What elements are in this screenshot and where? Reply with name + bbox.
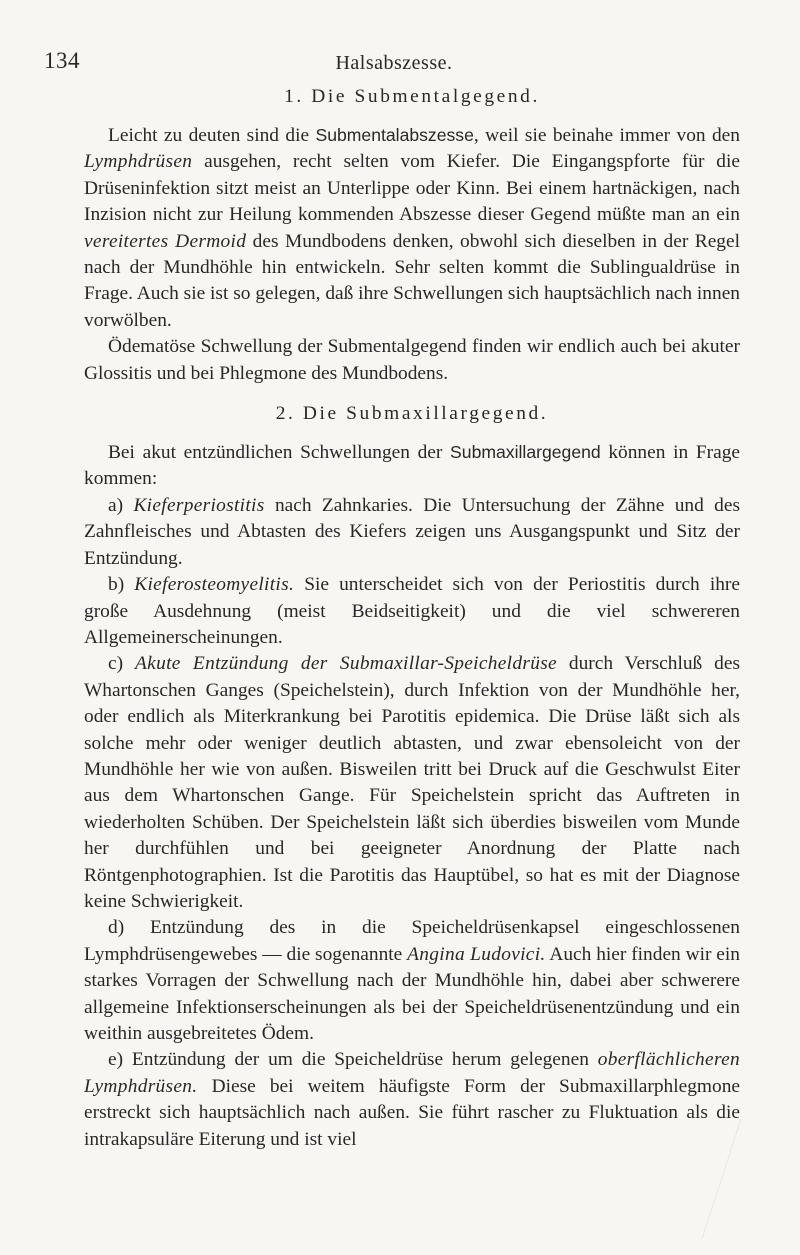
list-item-b bbox=[84, 572, 740, 651]
list-marker: a) bbox=[108, 494, 134, 516]
page-body bbox=[84, 84, 740, 1153]
text-run: , weil sie beinahe immer von den bbox=[473, 125, 740, 146]
emphasis-lymphdruesen-oberflaechlich: oberflächlicheren Lymphdrüsen. bbox=[84, 1049, 740, 1097]
text-run: Diese bei weitem häufigste Form der Submaxillarphlegmone erstreckt sich hauptsächlich nach außen. Sie führt rascher zu Fluktuation als die intrakapsuläre Eiterung und ist viel bbox=[84, 1075, 740, 1150]
emphasis-angina-ludovici: Angina Ludovici. bbox=[407, 943, 546, 965]
list-item-a bbox=[84, 493, 740, 572]
paragraph-submental-2: Ödematöse Schwellung der Submentalgegend finden wir endlich auch bei akuter Glossitis und bei Phlegmone des Mundbodens. bbox=[84, 336, 740, 384]
list-marker: b) bbox=[108, 574, 135, 596]
text-run: durch Verschluß des Whartonschen Ganges (Speichelstein), durch Infektion von der Mundhöhle her, oder endlich als Miterkrankung bei Parotitis epidemica. Die Drüse läßt sich als solche mehr oder weniger deutlich abtasten, und zwar ebensoleicht von der Mundhöhle her wie von außen. Bisweilen tritt bei Druck auf die Geschwulst Eiter aus dem Whartonschen Gange. Für Speichelstein spricht das Auftreten in wiederholten Schüben. Der Speichelstein läßt sich überdies bisweilen vom Munde her durchfühlen und bei geeigneter Anordnung der Platte nach Röntgenphotographien. Ist die Parotitis das Hauptübel, so hat es mit der Diagnose keine Schwierigkeit. bbox=[84, 653, 741, 912]
page-number: 134 bbox=[44, 48, 80, 73]
list-item-d bbox=[84, 915, 740, 1047]
running-title: Halsabszesse. bbox=[335, 52, 453, 74]
text-run: nach Zahnkaries. Die Untersuchung der Zähne und des Zahnfleisches und Abtasten des Kiefers zeigen uns Ausgangspunkt und Sitz der Entzündung. bbox=[84, 494, 740, 569]
paragraph-submaxillar-intro bbox=[84, 439, 740, 493]
text-run: Sie unterscheidet sich von der Periostitis durch ihre große Ausdehnung (meist Beidseitigkeit) und die viel schwereren Allgemeinerscheinungen. bbox=[84, 574, 740, 648]
term-submentalabszesse: Submentalabszesse bbox=[315, 125, 474, 145]
emphasis-kieferperiostitis: Kieferperiostitis bbox=[133, 494, 265, 516]
text-run: des Mundbodens denken, obwohl sich dieselben in der Regel nach der Mundhöhle hin entwickeln. Sehr selten kommt die Sublingualdrüse in Frage. Auch sie ist so gelegen, daß ihre Schwellungen sich hauptsächlich nach innen vorwölben. bbox=[84, 230, 740, 331]
section-heading-submental: 1. Die Submentalgegend. bbox=[284, 86, 540, 107]
text-run: ausgehen, recht selten vom Kiefer. Die Eingangspforte für die Drüseninfektion sitzt meist an Unterlippe oder Kinn. Bei einem hartnäckigen, nach Inzision nicht zur Heilung kommenden Abszesse dieser Gegend müßte man an ein bbox=[84, 151, 740, 226]
emphasis-akute-entzuendung: Akute Entzündung der Submaxillar-Speicheldrüse bbox=[135, 653, 557, 675]
paragraph-submental-1 bbox=[84, 122, 740, 334]
section-heading-submaxillar: 2. Die Submaxillargegend. bbox=[275, 403, 549, 425]
emphasis-lymphdruesen: Lymphdrüsen bbox=[84, 151, 193, 173]
list-item-e bbox=[84, 1047, 740, 1153]
text-run: können in Frage kommen: bbox=[84, 442, 740, 490]
text-run: Entzündung des in die Speicheldrüsenkapsel eingeschlossenen Lymphdrüsengewebes — die sogenannte bbox=[84, 917, 740, 965]
page-header bbox=[44, 36, 744, 76]
emphasis-dermoid: vereitertes Dermoid bbox=[84, 230, 247, 252]
list-marker: c) bbox=[108, 653, 136, 675]
term-submaxillargegend: Submaxillargegend bbox=[450, 442, 601, 463]
list-marker: e) bbox=[108, 1049, 132, 1071]
text-run: Leicht zu deuten sind die bbox=[108, 125, 316, 146]
text-run: Auch hier finden wir ein starkes Vorragen der Schwellung nach der Mundhöhle hin, dabei aber schwerere allgemeine Infektionserscheinungen als bei der Speicheldrüsenentzündung und ein weithin ausgebreitetes Ödem. bbox=[84, 943, 740, 1044]
list-item-c bbox=[84, 651, 740, 915]
list-marker: d) bbox=[108, 917, 150, 939]
emphasis-kieferosteomyelitis: Kieferosteomyelitis. bbox=[134, 574, 295, 596]
text-run: Bei akut entzündlichen Schwellungen der bbox=[108, 442, 451, 464]
text-run: Entzündung der um die Speicheldrüse herum gelegenen bbox=[131, 1049, 598, 1071]
